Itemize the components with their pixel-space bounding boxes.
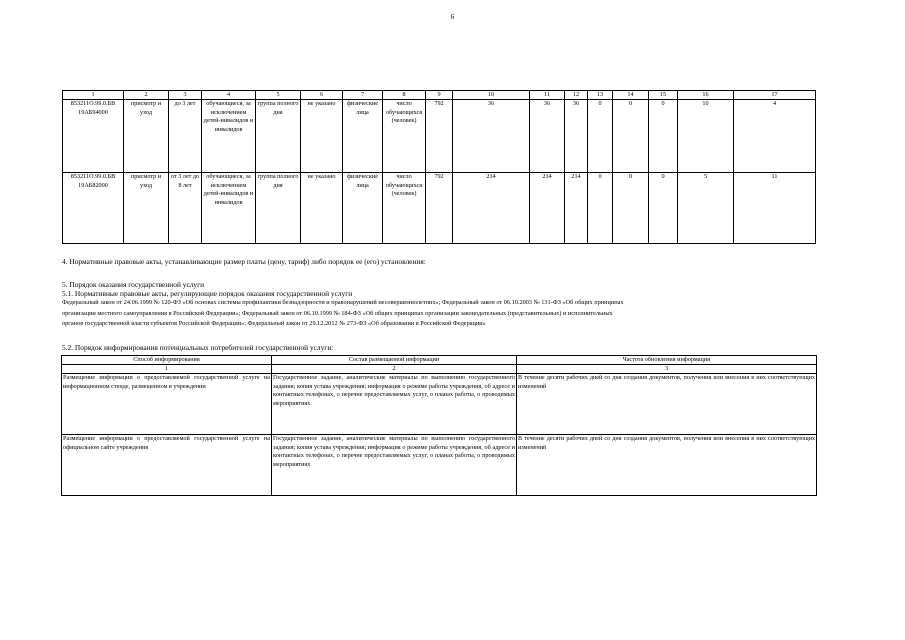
- page-number: 6: [450, 13, 455, 21]
- table2-headers: [62, 356, 817, 365]
- table-row: [62, 374, 817, 435]
- table2-column-numbers: 1 2 3: [62, 365, 817, 374]
- section-4-heading: 4. Нормативные правовые акты, устанавливающие размер платы (цену, тариф) либо порядок ее (его) установления:: [62, 257, 426, 266]
- laws-text-line: Федеральный закон от 24.06.1999 № 120-ФЗ «Об основах системы профилактики безнадзорности и правонарушений несовершеннолетних»; Федеральный закон от 06.10.2003 № 131-ФЗ «Об общих принципах: [62, 299, 624, 306]
- registry-code: 853211О.99.0.БВ 19АБ82000: [63, 173, 124, 244]
- informing-method: Размещение информации о предоставляемой государственной услуге на информационном стенде, размещенном в учреждении: [62, 374, 272, 435]
- section-5-1-heading: 5.1. Нормативные правовые акты, регулирующие порядок оказания государственной услуги: [62, 289, 353, 298]
- service-volume-table: [62, 90, 816, 244]
- column-header: Способ информирования: [62, 356, 272, 365]
- table-row: 853211О.99.0.БВ 19АБ94000 присмотр и уход до 3 лет обучающиеся, за исключением детей-инвалидов и инвалидов группа полного дня не указано физические лица число обучающихся (человек) 792 36 36 36 0 0 0 10 4: [63, 100, 816, 173]
- section-5-heading: 5. Порядок оказания государственной услуги: [62, 280, 205, 289]
- informing-method: Размещение информации о предоставляемой государственной услуге на официальном сайте учреждения: [62, 435, 272, 496]
- update-frequency: В течение десяти рабочих дней со дня создания документов, получения или внесения в них соответствующих изменений: [517, 435, 817, 496]
- column-header: Состав размещаемой информации: [272, 356, 517, 365]
- information-content: Государственное задание, аналитические материалы по выполнению государственного задания; копия устава учреждения; информация о режиме работы учреждения, об адресе и контактных телефонах, о перечне предоставляемых услуг, о планах работы, о проводимых мероприятиях: [272, 435, 517, 496]
- update-frequency: В течение десяти рабочих дней со дня создания документов, получения или внесения в них соответствующих изменений: [517, 374, 817, 435]
- information-content: Государственное задание, аналитические материалы по выполнению государственного задания; копия устава учреждения; информация о режиме работы учреждения, об адресе и контактных телефонах, о перечне предоставляемых услуг, о планах работы, о проводимых мероприятиях: [272, 374, 517, 435]
- table-row: [62, 435, 817, 496]
- registry-code: 853211О.99.0.БВ 19АБ94000: [63, 100, 124, 173]
- informing-procedure-table: [61, 355, 817, 496]
- laws-text-line: организации местного самоуправления в Российской Федерации»; Федеральный закон от 06.10.1999 № 184-ФЗ «Об общих принципах организации законодательных (представительных) и исполнительных: [62, 310, 613, 317]
- section-5-2-heading: 5.2. Порядок информирования потенциальных потребителей государственной услуги:: [62, 343, 334, 352]
- column-header: Частота обновления информации: [517, 356, 817, 365]
- laws-text-line: органов государственной власти субъектов Российской Федерации»; Федеральный закон от 29.12.2012 № 273-ФЗ «Об образовании в Российской Федерации»: [62, 320, 486, 327]
- table-row: 853211О.99.0.БВ 19АБ82000 присмотр и уход от 3 лет до 8 лет обучающиеся, за исключением детей-инвалидов и инвалидов группа полного дня не указано физические лица число обучающихся (человек) 792 214 214 214 0 0 0 5 11: [63, 173, 816, 244]
- table1-column-numbers: 1 2 3 4 5 6 7 8 9 10 11 12 13 14 15 16 17: [63, 91, 816, 100]
